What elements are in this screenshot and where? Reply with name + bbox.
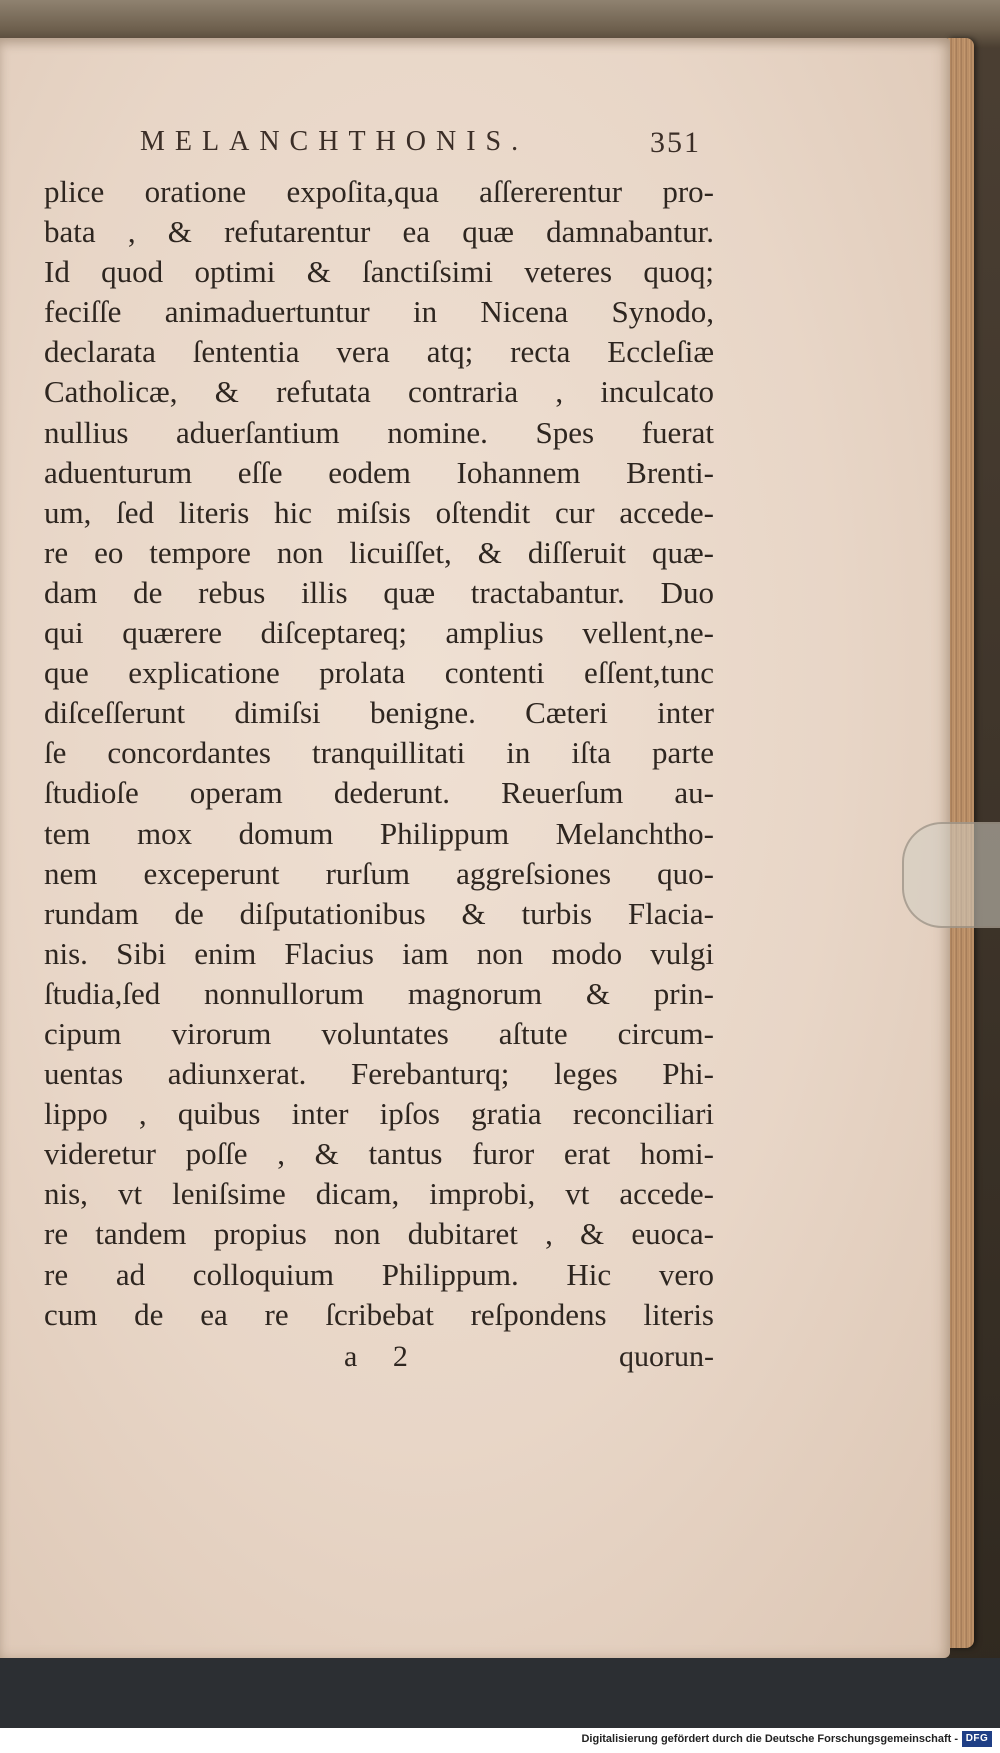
page-clip [902,822,1000,928]
text-line: nullius aduerſantium nomine. Spes fuerat [44,414,714,450]
text-line: re ad colloquium Philippum. Hic vero [44,1256,714,1292]
text-line: Id quod optimi & ſanctiſsimi veteres quoq; [44,254,714,290]
text-line: ſtudioſe operam dederunt. Reuerſum au- [44,775,714,811]
scanner-background [0,1658,1000,1728]
text-line: rundam de diſputationibus & turbis Flacia- [44,895,714,931]
page-number: 351 [650,126,701,159]
text-line: cipum virorum voluntates aſtute circum- [44,1015,714,1051]
text-line: nis. Sibi enim Flacius iam non modo vulgi [44,935,714,971]
text-line: diſceſſerunt dimiſsi benigne. Cæteri inter [44,695,714,731]
text-line: videretur poſſe , & tantus furor erat homi- [44,1136,714,1172]
text-line: lippo , quibus inter ipſos gratia reconciliari [44,1096,714,1132]
running-head: MELANCHTHONIS. [140,126,529,157]
text-line: qui quærere diſceptareq; amplius vellent,ne- [44,615,714,651]
text-line: cum de ea re ſcribebat reſpondens literis [44,1296,714,1332]
text-line: que explicatione prolata contenti eſſent,tunc [44,655,714,691]
text-line: re eo tempore non licuiſſet, & diſſeruit quæ- [44,534,714,570]
text-line: Catholicæ, & refutata contraria , inculcato [44,374,714,410]
text-line: plice oratione expoſita,qua aſſererentur pro- [44,174,714,209]
text-line: feciſſe animaduertuntur in Nicena Synodo, [44,294,714,330]
text-line: aduenturum eſſe eodem Iohannem Brenti- [44,454,714,490]
funding-credit: Digitalisierung gefördert durch die Deutsche Forschungsgemeinschaft - [581,1733,958,1745]
text-line: dam de rebus illis quæ tractabantur. Duo [44,574,714,610]
text-line: uentas adiunxerat. Ferebanturq; leges Phi- [44,1056,714,1092]
text-line: ſe concordantes tranquillitati in iſta parte [44,735,714,771]
catchword: quorun- [619,1340,714,1373]
dfg-logo: DFG [962,1731,992,1747]
text-line: ſtudia,ſed nonnullorum magnorum & prin- [44,975,714,1011]
signature-row [44,1340,714,1380]
text-line: nem exceperunt rurſum aggreſsiones quo- [44,855,714,891]
text-line: declarata ſententia vera atq; recta Eccleſiæ [44,334,714,370]
text-line: um, ſed literis hic miſsis oſtendit cur accede- [44,494,714,530]
text-line: re tandem propius non dubitaret , & euoca- [44,1216,714,1252]
text-line: bata , & refutarentur ea quæ damnabantur. [44,214,714,250]
body-text [44,172,714,1335]
signature-mark: a 2 [344,1340,422,1373]
text-line: tem mox domum Philippum Melanchtho- [44,815,714,851]
text-line: nis, vt leniſsime dicam, improbi, vt accede- [44,1176,714,1212]
